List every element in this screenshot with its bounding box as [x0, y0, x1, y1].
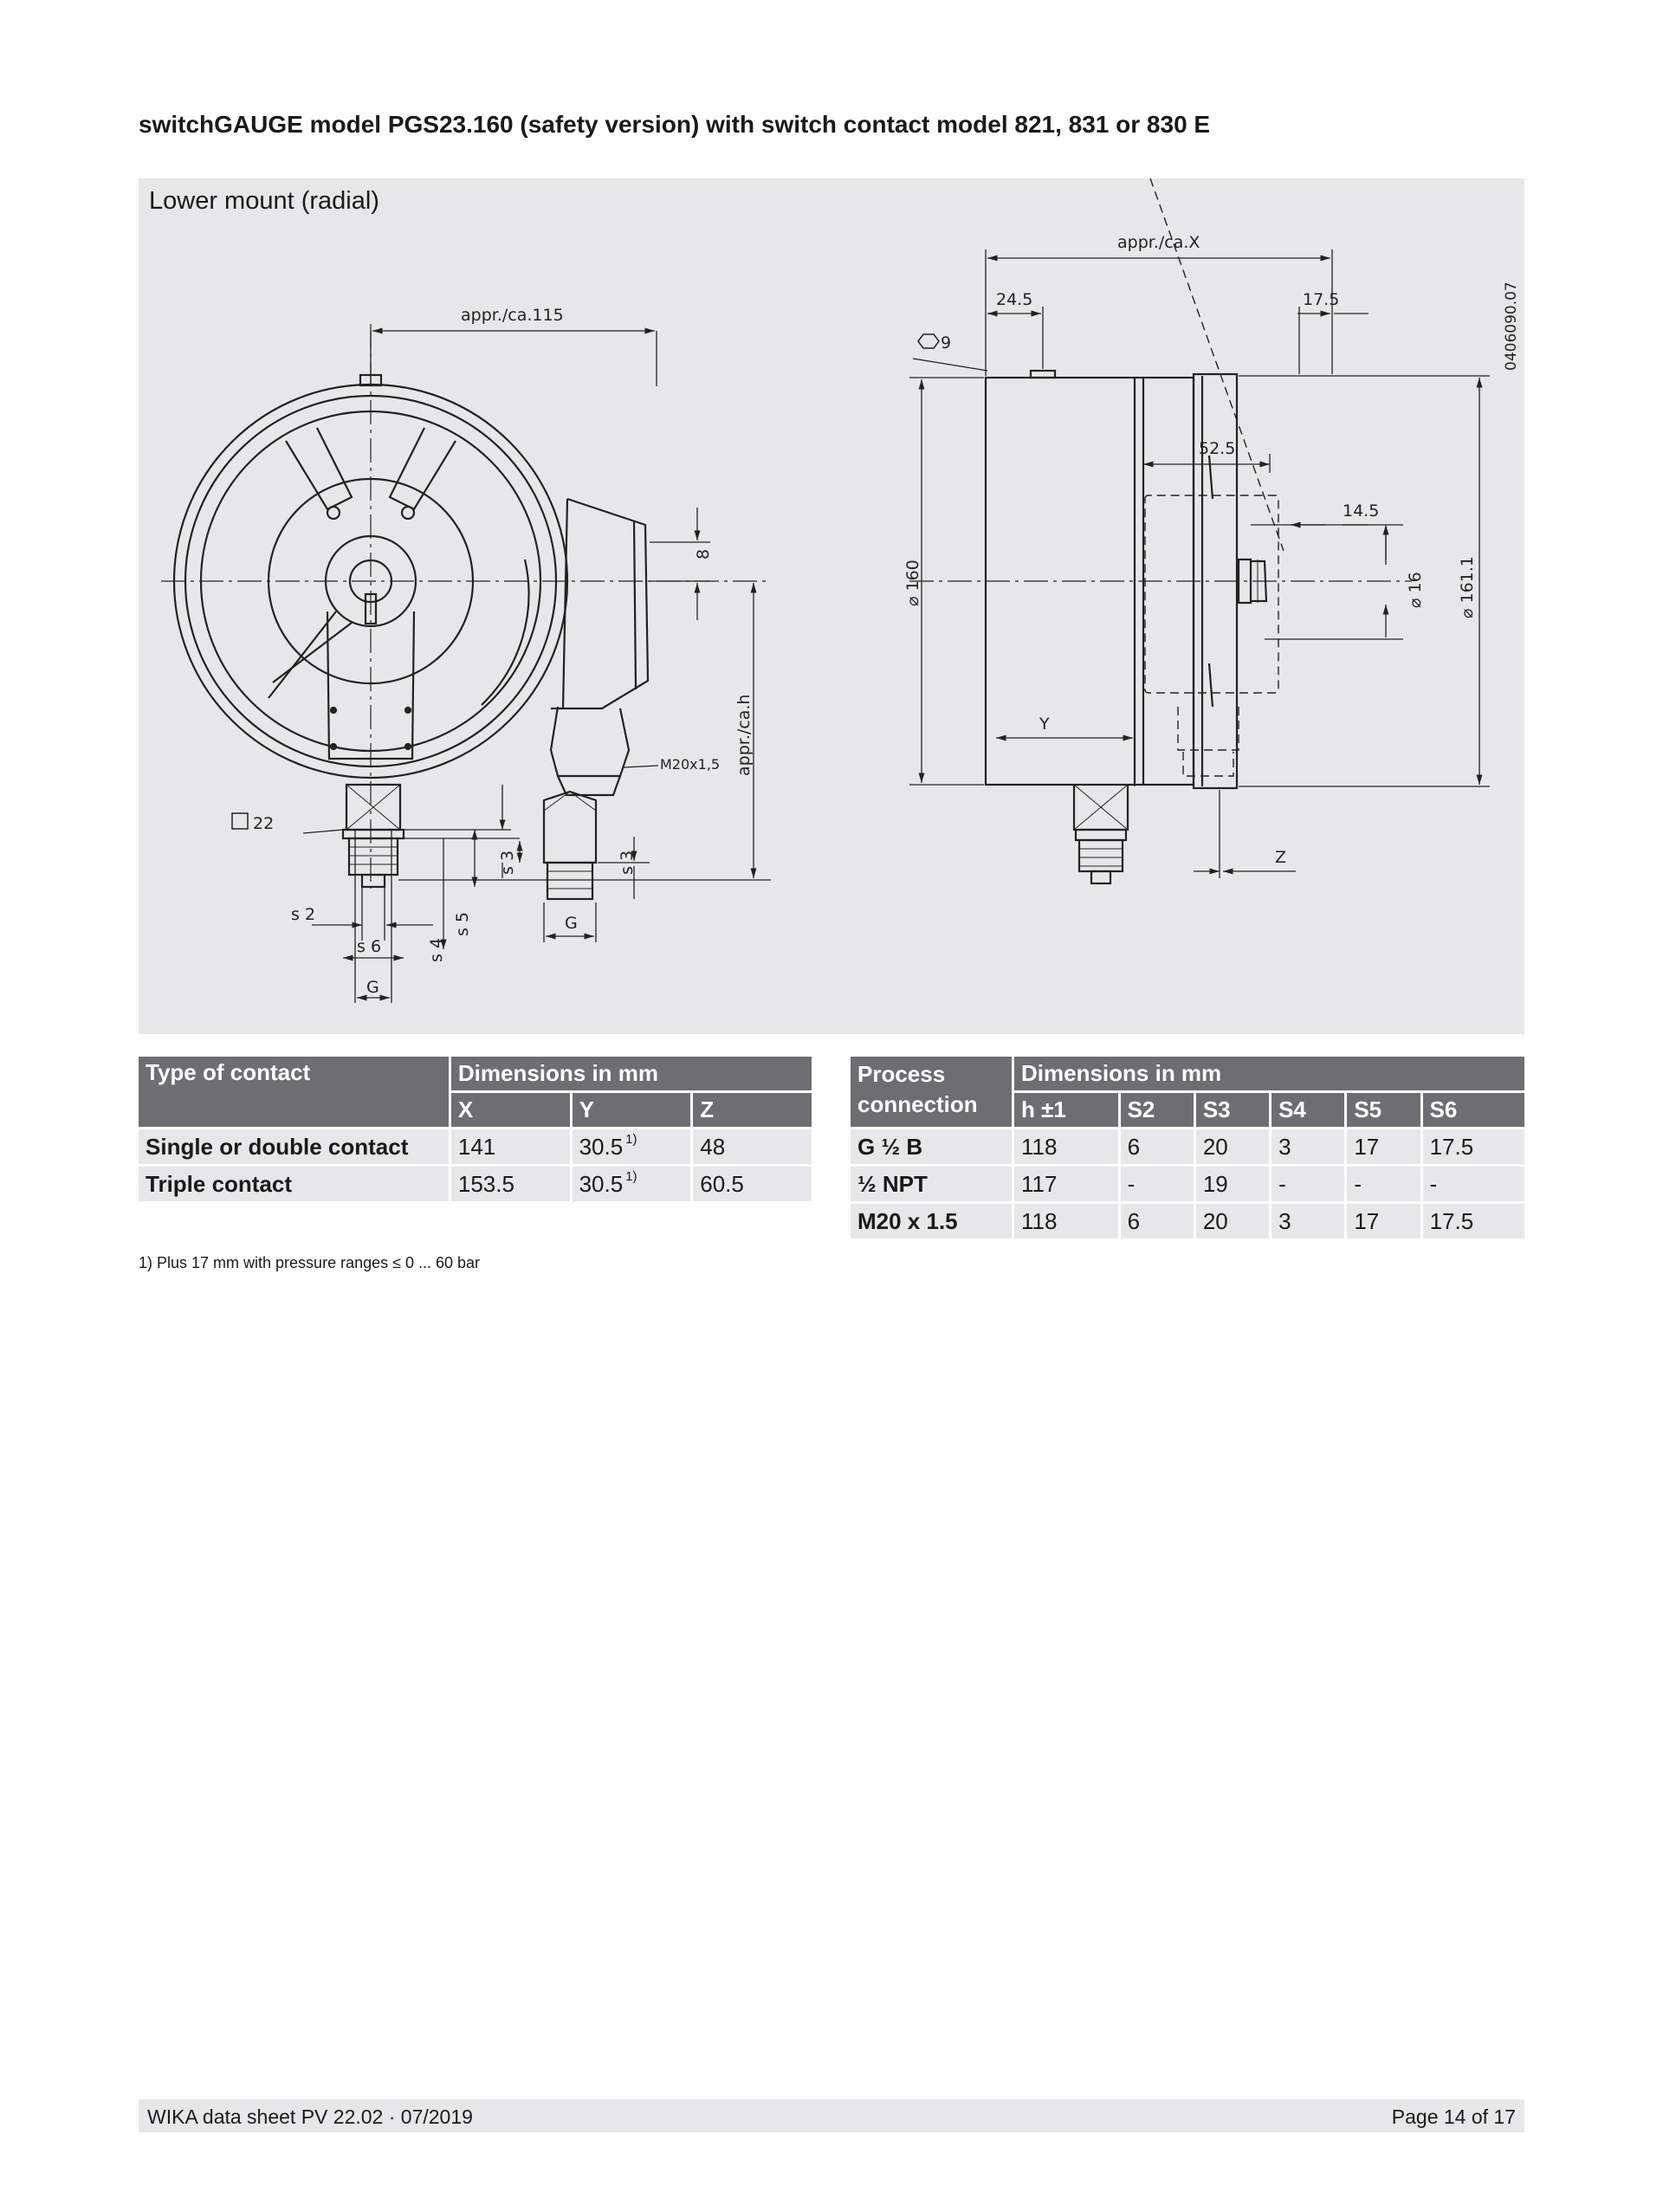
header-dimensions: Dimensions in mm [451, 1057, 812, 1090]
dim-appr-h: appr./ca.h [734, 694, 754, 776]
cell-type: Triple contact [139, 1167, 449, 1201]
header-s4: S4 [1272, 1093, 1344, 1127]
cell-s4: - [1272, 1167, 1344, 1201]
table-row [139, 1129, 812, 1164]
header-h: h ±1 [1014, 1093, 1118, 1127]
dim-phi-160: ⌀ 160 [903, 559, 922, 606]
cell-x: 141 [451, 1129, 570, 1164]
dim-y: Y [1039, 715, 1050, 734]
cell-connection: ½ NPT [851, 1167, 1012, 1201]
header-s2: S2 [1121, 1093, 1194, 1127]
dim-s4: s 4 [427, 937, 446, 962]
dim-s6: s 6 [357, 937, 382, 956]
cell-s2: 6 [1121, 1129, 1194, 1164]
header-x: X [451, 1093, 570, 1127]
cell-s3: 19 [1196, 1167, 1269, 1201]
front-view-dimensions [303, 331, 771, 1003]
dim-appr-115: appr./ca.115 [461, 306, 564, 325]
dim-17-5: 17.5 [1303, 290, 1340, 309]
header-s3: S3 [1196, 1093, 1269, 1127]
header-s5: S5 [1347, 1093, 1420, 1127]
cell-connection: M20 x 1.5 [851, 1204, 1012, 1239]
dim-s3-a: s 3 [498, 850, 517, 875]
cell-type: Single or double contact [139, 1129, 449, 1164]
dim-eight: 8 [694, 548, 713, 559]
footer-page-number: Page 14 of 17 [1391, 2105, 1516, 2128]
page-title: switchGAUGE model PGS23.160 (safety version) with switch contact model 821, 831 or 830 E [139, 111, 1211, 138]
hex-symbol [918, 334, 939, 348]
cell-x: 153.5 [451, 1167, 570, 1201]
cell-y: 30.5 $^{1)}$ [573, 1167, 691, 1201]
dim-g-front: G [366, 978, 379, 997]
cell-s4: 3 [1272, 1129, 1344, 1164]
square-symbol [232, 813, 248, 829]
dim-s5: s 5 [453, 911, 472, 936]
header-z: Z [693, 1093, 812, 1127]
dimension-drawing [139, 178, 1524, 1034]
table-row [851, 1167, 1524, 1201]
dim-square-22: 22 [253, 814, 275, 833]
cell-h: 118 [1014, 1204, 1118, 1239]
footnote-ref: 1) [625, 1168, 637, 1184]
cell-s3: 20 [1196, 1204, 1269, 1239]
dim-s2: s 2 [291, 905, 316, 924]
dim-m20: M20x1,5 [660, 756, 721, 773]
document-code: 0406090.07 [1503, 281, 1520, 371]
cell-s3: 20 [1196, 1129, 1269, 1164]
side-view-internals [1145, 178, 1284, 776]
header-y: Y [573, 1093, 691, 1127]
dim-s3-b: s 3 [618, 850, 637, 875]
cell-s6: 17.5 [1423, 1129, 1524, 1164]
technical-drawing-panel [139, 178, 1524, 1034]
contact-dimensions-table [136, 1054, 814, 1204]
cell-h: 118 [1014, 1129, 1118, 1164]
process-connection-table [848, 1054, 1527, 1241]
header-process-connection: Process connection [851, 1057, 1012, 1127]
cell-s5: 17 [1347, 1204, 1420, 1239]
page-footer [139, 2099, 1524, 2132]
side-view-gauge [909, 371, 1412, 883]
cell-z: 48 [693, 1129, 812, 1164]
cell-s6: 17.5 [1423, 1204, 1524, 1239]
footnote-ref: 1) [625, 1131, 637, 1147]
panel-label: Lower mount (radial) [149, 187, 379, 215]
cell-h: 117 [1014, 1167, 1118, 1201]
dim-hex-9: 9 [941, 333, 952, 352]
dim-g-detail: G [565, 914, 578, 933]
footnote: 1) Plus 17 mm with pressure ranges ≤ 0 ... 60 bar [139, 1254, 481, 1271]
dim-z: Z [1275, 848, 1287, 867]
header-type-of-contact: Type of contact [139, 1057, 449, 1127]
cell-s2: 6 [1121, 1204, 1194, 1239]
cell-s2: - [1121, 1167, 1194, 1201]
cell-y: 30.5 $^{1)}$ [573, 1129, 691, 1164]
cell-s4: 3 [1272, 1204, 1344, 1239]
side-view-labels [903, 233, 1477, 867]
front-view-gauge [161, 324, 771, 899]
dim-52-5: 52.5 [1199, 439, 1236, 458]
table-row [851, 1129, 1524, 1164]
cell-z: 60.5 [693, 1167, 812, 1201]
dim-phi-16: ⌀ 16 [1406, 572, 1425, 608]
cell-s5: 17 [1347, 1129, 1420, 1164]
cell-s5: - [1347, 1167, 1420, 1201]
cell-connection: G ½ B [851, 1129, 1012, 1164]
header-dimensions: Dimensions in mm [1014, 1057, 1524, 1090]
footer-datasheet: WIKA data sheet PV 22.02 · 07/2019 [147, 2105, 473, 2128]
table-row [139, 1167, 812, 1201]
dim-phi-161: ⌀ 161.1 [1458, 556, 1477, 618]
table-row [851, 1204, 1524, 1239]
dim-appr-x: appr./ca.X [1117, 233, 1200, 252]
header-s6: S6 [1423, 1093, 1524, 1127]
dim-14-5: 14.5 [1343, 501, 1380, 521]
dim-24-5: 24.5 [996, 290, 1033, 309]
cell-s6: - [1423, 1167, 1524, 1201]
